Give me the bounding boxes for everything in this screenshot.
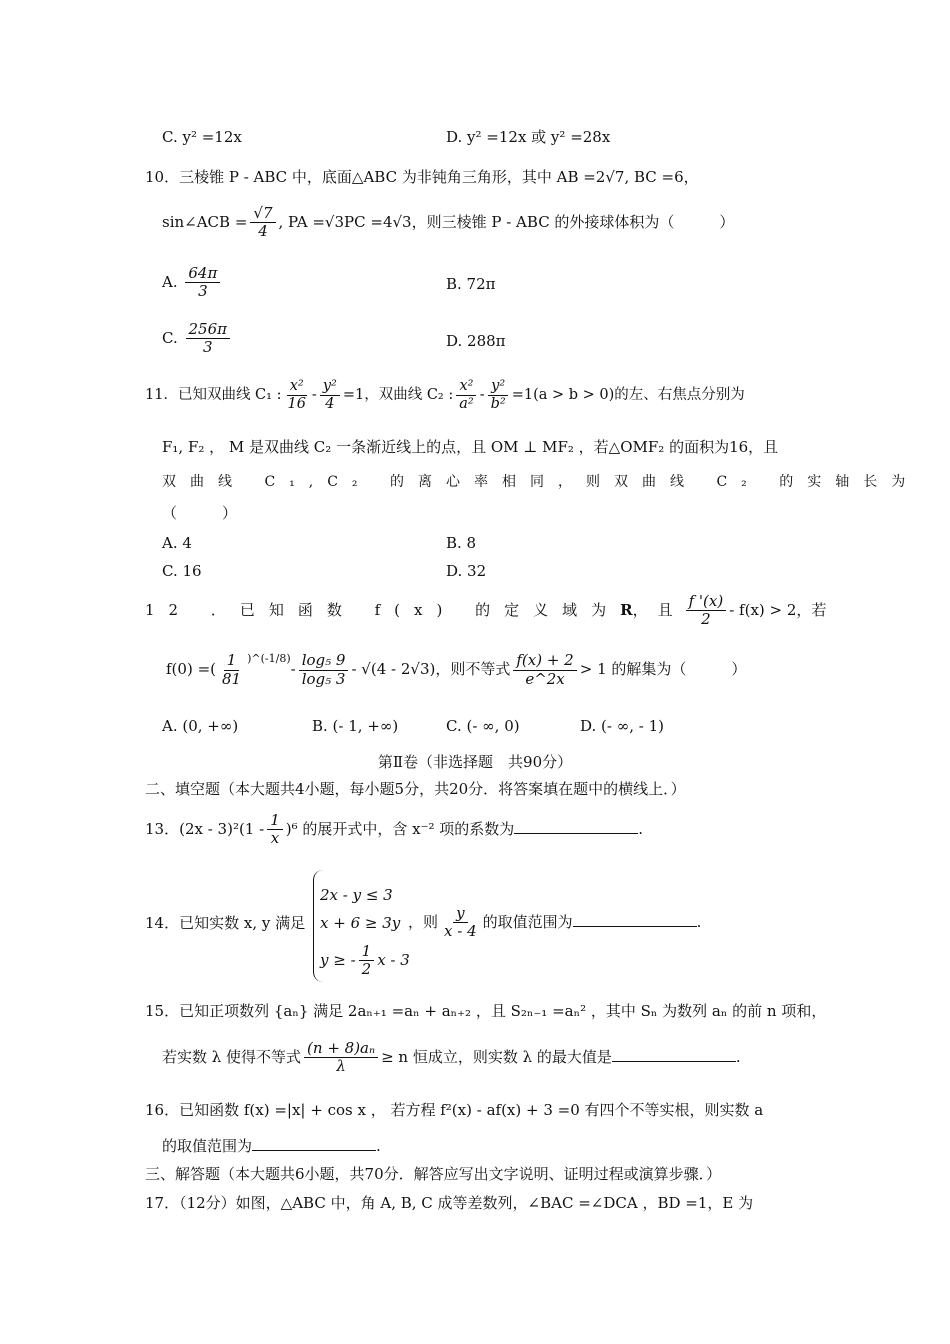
- q10-option-a-den: 3: [198, 282, 208, 301]
- q14-c3-post: x - 3: [377, 950, 410, 969]
- q12-frac4: [513, 652, 576, 688]
- q10-option-c-fraction: [186, 321, 231, 357]
- part2-section-heading: 二、填空题（本大题共4小题，每小题5分，共20分．将答案填在题中的横线上．）: [145, 780, 686, 798]
- q11-frac3-num: x²: [456, 378, 476, 396]
- q10-sin-num: √7: [250, 205, 275, 223]
- q15-text-a: 若实数 λ 使得不等式: [162, 1047, 302, 1066]
- q12-frac1-den: 2: [701, 610, 711, 629]
- q15-answer-blank[interactable]: [612, 1047, 736, 1062]
- q16-stem-line1: 16．已知函数 f(x) =|x| + cos x ， 若方程 f²(x) - af(x) + 3 =0 有四个不等实根，则实数 a: [145, 1101, 764, 1119]
- q9-option-c: C. y² =12x: [162, 128, 242, 146]
- q14-stem-pre: 14．已知实数 x, y 满足: [145, 914, 306, 932]
- q12-stem-line2: [166, 652, 746, 688]
- q11-frac1-den: 16: [287, 395, 306, 412]
- q15-stem-line1: 15．已知正项数列 {aₙ} 满足 2aₙ₊₁ =aₙ + aₙ₊₂ ，且 S₂ₙ₋₁ =aₙ² ，其中 Sₙ 为数列 aₙ 的前 n 项和，: [145, 1002, 827, 1020]
- q10-option-a-num: 64π: [185, 265, 220, 283]
- q11-option-b: B. 8: [446, 534, 477, 552]
- q14-c3-den: 2: [361, 960, 372, 979]
- q11-stem-line2: F₁, F₂ ， M 是双曲线 C₂ 一条渐近线上的点，且 OM ⊥ MF₂ ，若△OMF₂ 的面积为16，且: [162, 438, 779, 456]
- q13-stem: [145, 812, 643, 848]
- q13-answer-blank[interactable]: [514, 819, 638, 834]
- q16-stem-line2: [162, 1136, 381, 1155]
- q10-option-a-fraction: [185, 265, 220, 301]
- q11-text-a: 11．已知双曲线 C₁ :: [145, 387, 282, 404]
- q10-sin-fraction: [250, 205, 275, 241]
- q9-option-d: D. y² =12x 或 y² =28x: [446, 128, 611, 146]
- q12-frac2-num: 1: [224, 652, 240, 670]
- q11-minus1: -: [311, 387, 317, 404]
- q11-stem-line4: （ ）: [162, 504, 238, 522]
- q11-option-c: C. 16: [162, 562, 202, 580]
- q10-option-d: D. 288π: [446, 332, 506, 350]
- q12-option-a: A. (0, +∞): [162, 717, 239, 735]
- q10-sin-label: sin∠ACB =: [162, 212, 248, 231]
- q12-stem-line1: [145, 593, 826, 629]
- q12-frac2: [219, 652, 244, 688]
- q10-option-b: B. 72π: [446, 275, 496, 293]
- q10-stem-line2: [162, 205, 734, 241]
- q14-answer-blank[interactable]: [573, 912, 697, 927]
- q14-text-post: 的取值范围为: [482, 912, 573, 931]
- q12-frac1: [686, 593, 727, 629]
- q13-frac-den: x: [270, 829, 280, 848]
- q16-text: 的取值范围为: [162, 1137, 253, 1155]
- q14-stem-post: [408, 905, 701, 941]
- q11-frac1-num: x²: [287, 378, 307, 396]
- q15-frac-den: λ: [336, 1057, 346, 1076]
- q12-frac1-num: f '(x): [686, 593, 727, 611]
- q10-option-c-den: 3: [202, 338, 213, 357]
- q10-stem-line1: 10．三棱锥 P - ABC 中，底面△ABC 为非钝角三角形，其中 AB =2√7, BC =6，: [145, 168, 699, 186]
- q15-stem-line2: [162, 1040, 741, 1076]
- q13-text-b: )⁶ 的展开式中，含 x⁻² 项的系数为: [285, 819, 515, 838]
- q15-end: .: [735, 1047, 741, 1066]
- q14-frac-num: y: [453, 905, 467, 923]
- q16-end: .: [376, 1137, 381, 1155]
- q10-stem-tail: , PA =√3PC =4√3，则三棱锥 P - ABC 的外接球体积为（ ）: [278, 212, 735, 231]
- q12-option-d: D. (- ∞, - 1): [580, 717, 664, 735]
- q11-text-b: =1，双曲线 C₂ :: [342, 387, 454, 404]
- q14-end: .: [696, 912, 702, 931]
- q14-c3-num: 1: [359, 943, 375, 961]
- q11-minus2: -: [479, 387, 485, 404]
- q11-stem-line3: 双曲线 C₁,C₂ 的离心率相同，则双曲线 C₂ 的实轴长为: [162, 474, 920, 490]
- q14-frac: [441, 905, 480, 941]
- q11-frac1: [284, 378, 308, 412]
- q12-option-b: B. (- 1, +∞): [312, 717, 399, 735]
- q12-domain-r: R: [620, 600, 633, 619]
- q11-frac2: [320, 378, 340, 412]
- q10-option-a-label: A.: [162, 272, 178, 291]
- q12-frac4-den: e^2x: [525, 669, 565, 688]
- q15-frac: [304, 1040, 378, 1076]
- q11-option-d: D. 32: [446, 562, 487, 580]
- q13-end: .: [638, 819, 644, 838]
- q12-text-a: 12 ．已知函数 f(x) 的定义域为: [145, 600, 621, 619]
- q14-constraint-1: 2x - y ≤ 3: [320, 886, 393, 904]
- q11-frac2-num: y²: [320, 378, 340, 396]
- q11-frac4-den: b²: [490, 395, 506, 412]
- q12-minus: -: [290, 660, 296, 678]
- q11-frac3-den: a²: [459, 395, 474, 412]
- q10-option-c-num: 256π: [186, 321, 231, 339]
- part3-section-heading: 三、解答题（本大题共6小题，共70分．解答应写出文字说明、证明过程或演算步骤．）: [145, 1165, 722, 1183]
- q12-text-d: f(0) =(: [166, 660, 216, 678]
- q12-text-b: ，且: [632, 600, 683, 619]
- q12-option-c: C. (- ∞, 0): [446, 717, 520, 735]
- q11-option-a: A. 4: [162, 534, 192, 552]
- q11-stem-line1: [145, 378, 745, 412]
- q11-frac4-num: y²: [488, 378, 508, 396]
- q14-text-mid: ，则: [408, 912, 439, 931]
- q13-frac: [267, 812, 283, 848]
- q10-sin-den: 4: [258, 222, 268, 241]
- q17-stem-line1: 17．（12分）如图，△ABC 中，角 A, B, C 成等差数列，∠BAC =∠DCA ，BD =1，E 为: [145, 1194, 754, 1212]
- q12-frac3-den: log₅ 3: [301, 669, 346, 688]
- part2-title: 第Ⅱ卷（非选择题 共90分）: [377, 753, 573, 771]
- q14-constraint-2: x + 6 ≥ 3y: [320, 914, 401, 932]
- q12-frac3: [299, 652, 349, 688]
- q13-frac-num: 1: [267, 812, 283, 830]
- q12-text-f: > 1 的解集为（ ）: [579, 660, 747, 678]
- q16-answer-blank[interactable]: [252, 1136, 376, 1151]
- q11-text-c: =1(a > b > 0)的左、右焦点分别为: [511, 387, 745, 404]
- q10-option-c: [162, 321, 233, 357]
- q14-frac-den: x - 4: [444, 922, 477, 941]
- q12-frac4-num: f(x) + 2: [513, 652, 576, 670]
- q12-frac2-den: 81: [222, 669, 242, 688]
- q12-text-e: - √(4 - 2√3)，则不等式: [351, 660, 511, 678]
- q13-text-a: 13．(2x - 3)²(1 -: [145, 819, 265, 838]
- q15-text-b: ≥ n 恒成立，则实数 λ 的最大值是: [381, 1047, 612, 1066]
- q11-frac2-den: 4: [325, 395, 335, 412]
- q11-frac3: [456, 378, 476, 412]
- q10-option-a: [162, 265, 223, 301]
- q11-frac4: [488, 378, 509, 412]
- q14-c3-pre: y ≥ -: [320, 950, 356, 969]
- q12-exponent: )^(-1/8): [247, 652, 291, 665]
- q12-frac3-num: log₅ 9: [299, 652, 349, 670]
- q14-c3-frac: [359, 943, 375, 979]
- q15-frac-num: (n + 8)aₙ: [304, 1040, 378, 1058]
- q12-text-c: - f(x) > 2，若: [729, 600, 827, 619]
- q10-option-c-label: C.: [162, 328, 178, 347]
- q14-constraint-3: [320, 943, 410, 979]
